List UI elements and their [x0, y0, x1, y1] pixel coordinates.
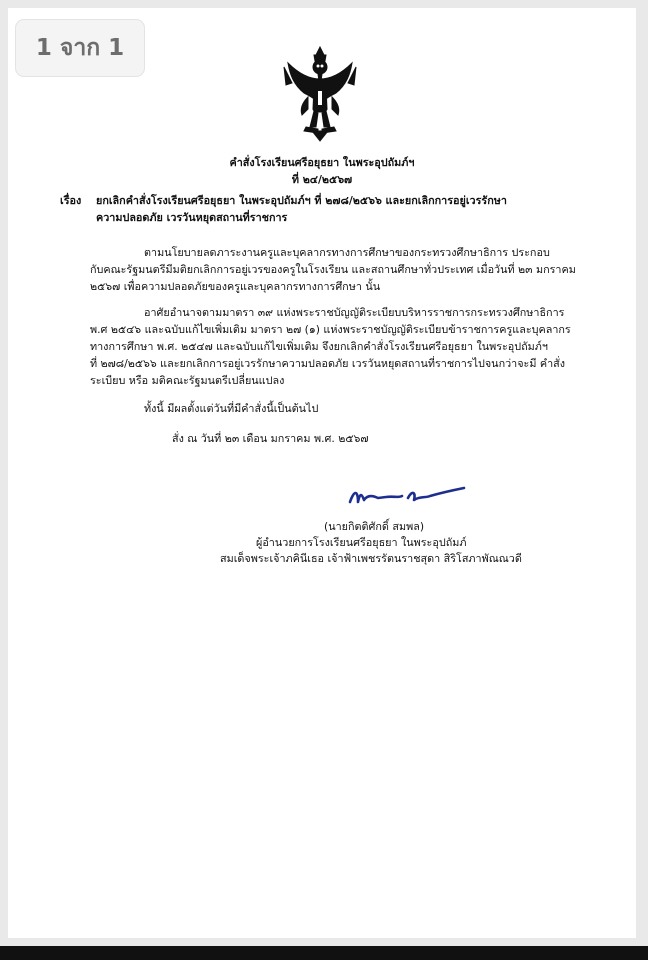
subject-line-1: ยกเลิกคำสั่งโรงเรียนศรีอยุธยา ในพระอุปถัมภ์ฯ ที่ ๒๗๘/๒๕๖๖ และยกเลิกการอยู่เวรรักษา [96, 194, 507, 207]
order-number: ที่ ๒๔/๒๕๖๗ [291, 173, 353, 186]
garuda-emblem-icon [278, 43, 362, 143]
signer-position: ผู้อำนวยการโรงเรียนศรีอยุธยา ในพระอุปถัมภ์ [256, 536, 467, 549]
paragraph-1-line: ๒๕๖๗ เพื่อความปลอดภัยของครูและบุคลากรทางการศึกษา นั้น [90, 280, 381, 293]
bottom-bar [0, 946, 648, 960]
effective-clause: ทั้งนี้ มีผลตั้งแต่วันที่มีคำสั่งนี้เป็นต้นไป [144, 402, 319, 415]
signer-patronage: สมเด็จพระเจ้าภคินีเธอ เจ้าฟ้าเพชรรัตนราชสุดา สิริโสภาพัณณวดี [220, 552, 522, 565]
paragraph-2-line: พ.ศ ๒๕๔๖ และฉบับแก้ไขเพิ่มเติม มาตรา ๒๗ (๑) แห่งพระราชบัญญัติระเบียบข้าราชการครูและบุคลากร [90, 323, 571, 336]
paragraph-1-line: ตามนโยบายลดภาระงานครูและบุคลากรทางการศึกษาของกระทรวงศึกษาธิการ ประกอบ [144, 246, 550, 259]
paragraph-1-line: กับคณะรัฐมนตรีมีมติยกเลิกการอยู่เวรของครูในโรงเรียน และสถานศึกษาทั่วประเทศ เมื่อวันที่ ๒๓ มกราคม [90, 263, 576, 276]
paragraph-2-line: ทางการศึกษา พ.ศ. ๒๕๔๗ และฉบับแก้ไขเพิ่มเติม จึงยกเลิกคำสั่งโรงเรียนศรีอยุธยา ในพระอุปถัมภ์ฯ [90, 340, 548, 353]
order-document [8, 8, 636, 938]
paragraph-2-line: ที่ ๒๗๘/๒๕๖๖ และยกเลิกการอยู่เวรรักษาความปลอดภัย เวรวันหยุดสถานที่ราชการไปจนกว่าจะมี คำสั่ง [90, 357, 566, 370]
paragraph-2-line: ระเบียบ หรือ มติคณะรัฐมนตรีเปลี่ยนแปลง [90, 374, 285, 387]
page-indicator: 1 จาก 1 [16, 20, 144, 76]
subject-label: เรื่อง [60, 194, 82, 207]
order-title: คำสั่งโรงเรียนศรีอยุธยา ในพระอุปถัมภ์ฯ [229, 156, 415, 169]
signer-name: (นายกิตติศักดิ์ สมพล) [324, 520, 425, 533]
order-date: สั่ง ณ วันที่ ๒๓ เดือน มกราคม พ.ศ. ๒๕๖๗ [172, 432, 369, 445]
subject-line-2: ความปลอดภัย เวรวันหยุดสถานที่ราชการ [96, 211, 288, 224]
paragraph-2-line: อาศัยอำนาจตามมาตรา ๓๙ แห่งพระราชบัญญัติระเบียบบริหารราชการกระทรวงศึกษาธิการ [144, 306, 565, 319]
signature-icon [346, 482, 466, 512]
document-page [8, 8, 636, 938]
